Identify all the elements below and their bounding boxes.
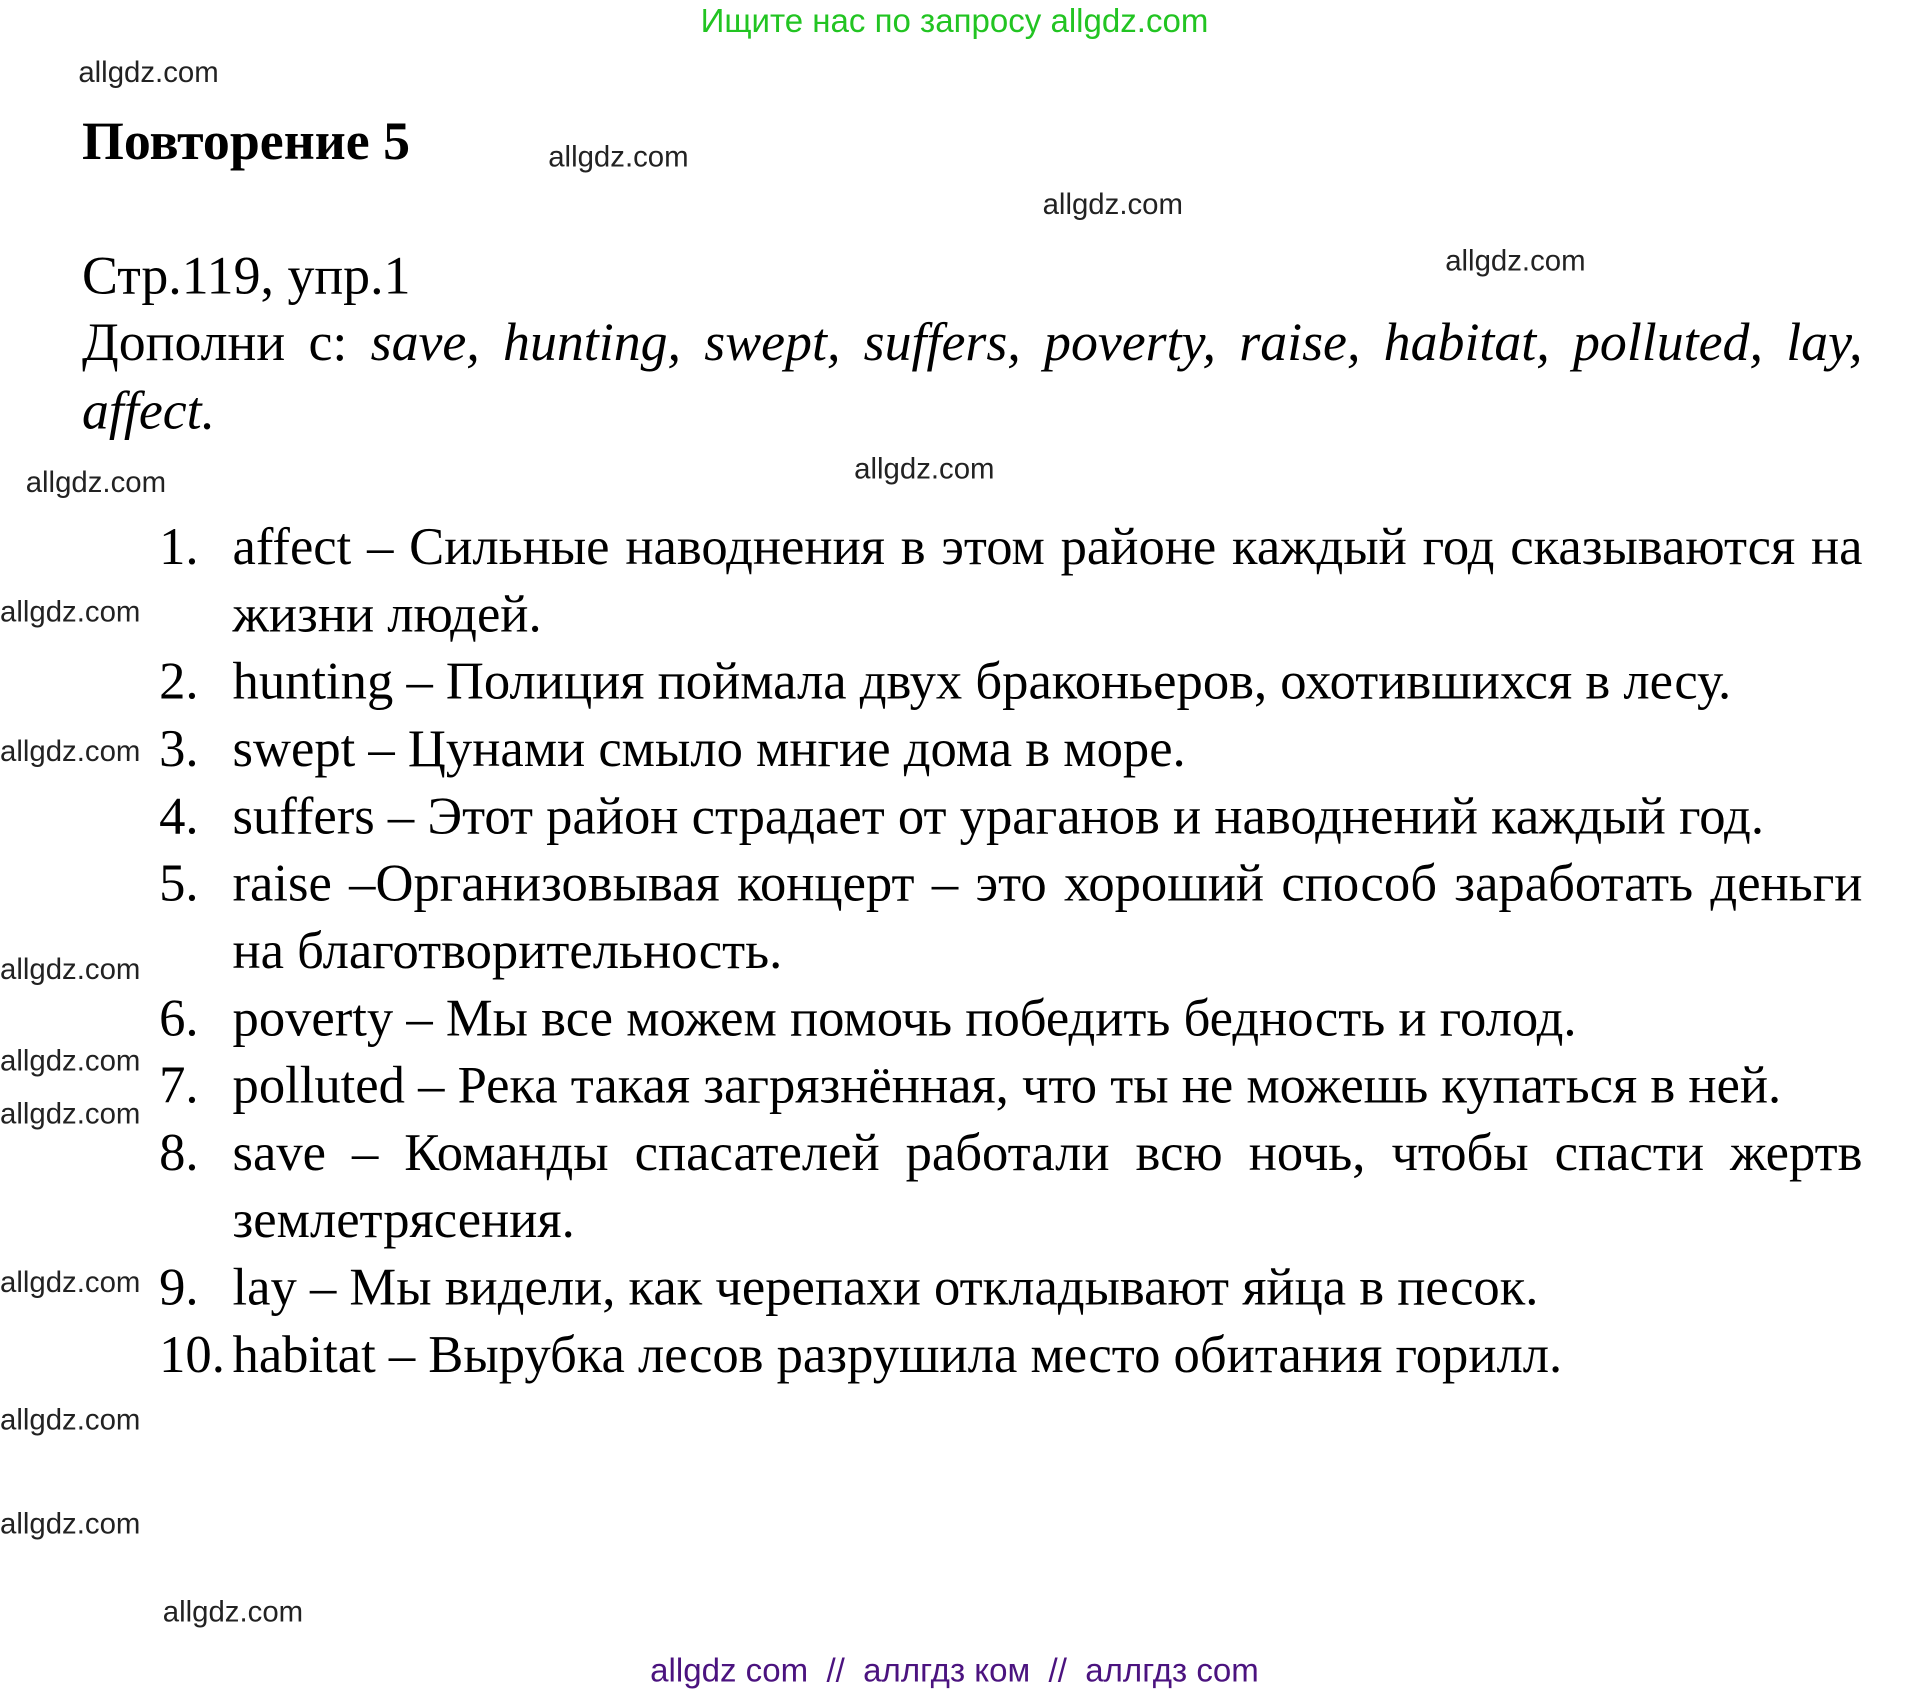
list-item [159, 1052, 1862, 1119]
watermark: allgdz.com [0, 1266, 141, 1300]
top-banner[interactable]: Ищите нас по запросу allgdz.com [700, 2, 1209, 40]
item-text: swept – Цунами смыло мнгие дома в море. [232, 720, 1186, 779]
watermark: allgdz.com [25, 466, 167, 500]
item-number: 2. [159, 653, 199, 711]
item-text: poverty – Мы все можем помочь победить бедность и голод. [232, 989, 1577, 1048]
item-number: 1. [159, 518, 199, 577]
list-item [159, 850, 1862, 985]
item-text: lay – Мы видели, как черепахи откладывают яйца в песок. [232, 1259, 1539, 1317]
page-reference: Стр.119, упр.1 [81, 245, 411, 306]
item-number: 7. [159, 1057, 199, 1115]
watermark: allgdz.com [0, 595, 141, 629]
item-text: affect – Сильные наводнения в этом районе каждый год сказываются на жизни людей. [232, 518, 1863, 644]
watermark: allgdz.com [78, 56, 219, 90]
section-title: Повторение 5 [81, 111, 411, 172]
watermark: allgdz.com [1042, 188, 1183, 222]
watermark: allgdz.com [854, 452, 995, 486]
item-number: 3. [159, 720, 199, 779]
footer-links[interactable]: allgdz com // аллгдз ком // аллгдз com [650, 1651, 1259, 1689]
watermark: allgdz.com [548, 140, 689, 174]
list-item [159, 985, 1862, 1052]
watermark: allgdz.com [1445, 244, 1586, 278]
item-text: suffers – Этот район страдает от ураганов и наводнений каждый год. [232, 788, 1764, 846]
list-item [159, 514, 1862, 649]
watermark: allgdz.com [0, 1097, 141, 1131]
watermark: allgdz.com [0, 1507, 141, 1541]
task-prefix: Дополни с: [81, 312, 348, 373]
watermark: allgdz.com [0, 735, 141, 769]
list-item [159, 783, 1862, 850]
item-text: save – Команды спасателей работали всю ночь, чтобы спасти жертв землетрясения. [232, 1124, 1863, 1250]
list-item [159, 716, 1862, 783]
answer-list [159, 514, 1862, 1389]
list-item [159, 1254, 1862, 1321]
item-text: polluted – Река такая загрязнённая, что ты не можешь купаться в ней. [232, 1057, 1782, 1115]
list-item [159, 1322, 1862, 1389]
item-number: 10. [159, 1326, 225, 1385]
item-text: habitat – Вырубка лесов разрушила место обитания горилл. [232, 1326, 1563, 1385]
item-number: 5. [159, 855, 199, 913]
watermark: allgdz.com [162, 1595, 304, 1629]
item-number: 9. [159, 1259, 199, 1317]
watermark: allgdz.com [0, 953, 141, 987]
item-text: raise –Организовывая концерт – это хороший способ заработать деньги на благотворительность. [232, 855, 1863, 981]
list-item [159, 649, 1862, 716]
task-instruction [82, 308, 1862, 445]
item-text: hunting – Полиция поймала двух браконьеров, охотившихся в лесу. [232, 653, 1732, 711]
item-number: 6. [159, 989, 199, 1048]
task-words: save, hunting, swept, suffers, poverty, raise, habitat, polluted, lay, affect. [81, 312, 1863, 441]
watermark: allgdz.com [0, 1403, 141, 1437]
list-item [159, 1120, 1862, 1255]
watermark: allgdz.com [0, 1045, 141, 1079]
item-number: 8. [159, 1124, 199, 1183]
item-number: 4. [159, 788, 199, 846]
